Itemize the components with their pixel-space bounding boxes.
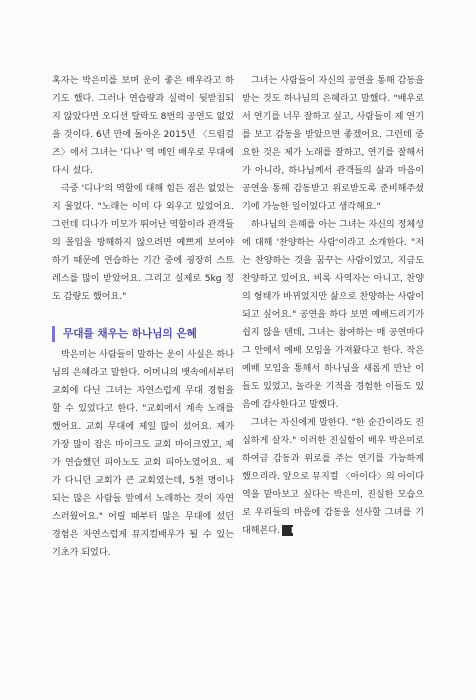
section-subheading: 무대를 채우는 하나님의 은혜 [52,326,234,342]
right-paragraph-3-text: 그녀는 자신에게 말한다. "한 순간이라도 진심하게 살자." 이러한 진실함이 배우 박은미로 하여금 감동과 위로를 주는 연기를 가능하게 했으리라. 앞으로 뮤지컬 〈아이다〉의 아이다 역을 맡아보고 싶다는 박은미, 진실한 모습으로 우리들의 마음에 감동을 선사할 그녀를 기대해본다. [242,418,424,536]
right-paragraph-2: 하나님의 은혜를 아는 그녀는 자신의 정체성에 대해 '찬양하는 사람'이라고 소개한다. "저는 찬양하는 것을 꿈꾸는 사람이었고, 지금도 찬양하고 있어요. 비록 사역자는 아니고, 찬양의 형태가 바뀌었지만 삶으로 찬양하는 사람이 되고 싶어요." 공연을 하다 보면 예배드리기가 쉽지 않을 텐데, 그녀는 참여하는 매 공연마다 그 안에서 예배 모임을 가져왔다고 한다. 작은 예배 모임을 통해서 하나님을 새롭게 만난 이들도 있었고, 놀라운 기적을 경험한 이들도 있음에 감사한다고 말했다. [242,220,424,410]
end-mark-icon: N [282,525,293,536]
right-column [242,72,424,540]
left-paragraph-2: 극중 '디나'의 역할에 대해 힘든 점은 없었는지 물었다. "노래는 이미 다 외우고 있었어요. 그런데 디나가 미모가 뛰어난 역할이라 관객들의 몰입을 방해하지 않으려면 예쁘게 보여야 하기 때문에 연습하는 기간 중에 굉장히 스트레스를 많이 받았어요. 그리고 실제로 5kg 정도 감량도 했어요." [52,184,234,302]
left-paragraph-3: 박은미는 사람들이 말하는 운이 사실은 하나님의 은혜라고 말한다. 어머니의 뱃속에서부터 교회에 다닌 그녀는 자연스럽게 무대 경험을 할 수 있었다고 한다. "교회에서 계속 노래를 했어요. 교회 무대에 제일 많이 섰어요. 제가 가장 많이 잡은 마이크도 교회 마이크였고, 제가 연습했던 피아노도 교회 피아노였어요. 제가 다니던 교회가 큰 교회였는데, 5천 명이나 되는 많은 사람들 앞에서 노래하는 것이 자연스러웠어요." 어릴 때부터 많은 무대에 섰던 경험은 자연스럽게 뮤지컬배우가 될 수 있는 기초가 되었다. [52,350,234,558]
right-paragraph-1: 그녀는 사람들이 자신의 공연을 통해 감동을 받는 것도 하나님의 은혜라고 말했다. "배우로서 연기를 너무 잘하고 싶고, 사람들이 제 연기를 보고 감동을 받았으면 좋겠어요. 그런데 중요한 것은 제가 노래를 잘하고, 연기를 잘해서가 아니라, 하나님께서 관객들의 삶과 마음이 공연을 통해 감동받고 위로받도록 준비해주셨기에 가능한 일이었다고 생각해요." [242,76,424,212]
left-paragraph-1: 혹자는 박은미를 보며 운이 좋은 배우라고 하기도 했다. 그러나 연습량과 실력이 뒷받침되지 않았다면 오디션 탈락도 8번의 공연도 없었을 것이다. 6년 만에 돌아온 2015년 〈드림걸즈〉에서 그녀는 '디나' 역 메인 배우로 무대에 다시 섰다. [52,76,234,176]
left-column [52,72,234,562]
right-paragraph-3 [242,414,424,540]
